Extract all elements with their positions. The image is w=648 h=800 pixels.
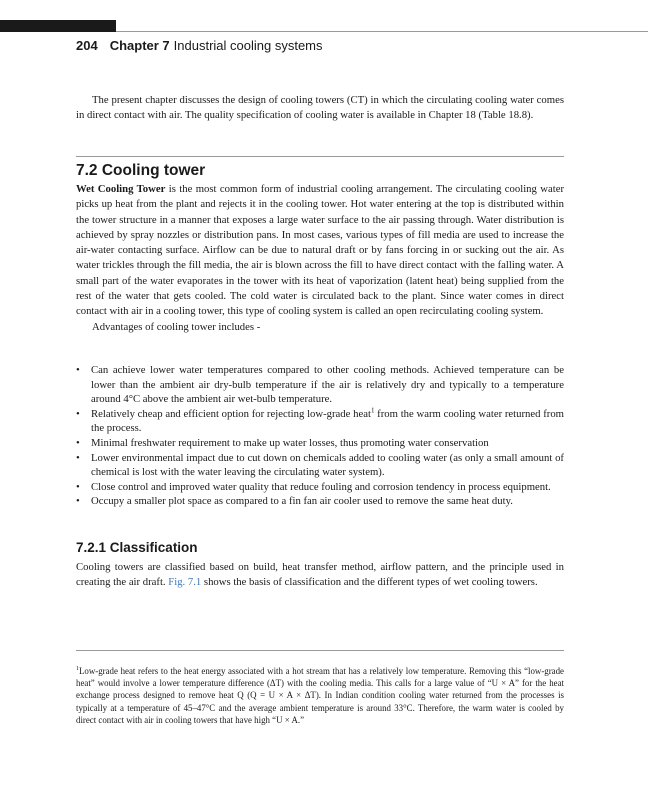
bullet-marker: • xyxy=(76,495,80,508)
intro-block xyxy=(76,93,564,124)
wet-cooling-paragraph xyxy=(76,182,564,320)
advantages-list xyxy=(76,363,564,509)
header-rule xyxy=(116,31,648,32)
list-item xyxy=(76,494,564,509)
list-item xyxy=(76,363,564,407)
section-body xyxy=(76,182,564,335)
list-item-text: Lower environmental impact due to cut down on chemicals added to cooling water (as only a small amount of chemical is lost with the water leaving the circulating water system). xyxy=(91,451,564,479)
bullet-marker: • xyxy=(76,451,80,464)
section-heading: 7.2 Cooling tower xyxy=(76,162,206,179)
footnote xyxy=(76,665,564,726)
footnote-reference[interactable]: 1 xyxy=(370,406,375,415)
subsection-heading: 7.2.1 Classification xyxy=(76,540,198,555)
list-item xyxy=(76,480,564,495)
bullet-marker: • xyxy=(76,480,80,493)
list-item-text-continued: from the warm cooling water returned from the process. xyxy=(91,407,564,435)
list-item xyxy=(76,407,564,436)
chapter-title: Industrial cooling systems xyxy=(173,38,323,53)
list-item-text: Relatively cheap and efficient option for rejecting low-grade heat xyxy=(91,407,371,420)
classification-text: Cooling towers are classified based on build, heat transfer method, airflow pattern, and the principle used in creating the air draft. xyxy=(76,561,564,589)
bullet-marker: • xyxy=(76,407,80,420)
intro-paragraph: The present chapter discusses the design of cooling towers (CT) in which the circulating cooling water comes in direct contact with air. The quality specification of cooling water is available in Chapter 18 (Table 18.8). xyxy=(76,94,564,122)
chapter-label: Chapter 7 xyxy=(109,38,170,53)
classification-text-continued: shows the basis of classification and the different types of wet cooling towers. xyxy=(201,576,538,589)
classification-paragraph xyxy=(76,560,564,591)
list-item-text: Can achieve lower water temperatures compared to other cooling methods. Achieved temperature can be lower than the ambient air dry-bulb temperature if the air is relatively dry and typically to a temperature around 4°C above the ambient air wet-bulb temperature. xyxy=(91,364,564,406)
list-item xyxy=(76,451,564,480)
paragraph-text: is the most common form of industrial cooling arrangement. The circulating cooling water picks up heat from the plant and rejects it in the cooling tower. Hot water entering at the top is distributed within the tower structure in a manner that exposes a large water surface to the air passing through. Water distribution is achieved by spray nozzles or distribution pans. In most cases, various types of fill media are used to increase the air-water contacting surface. Airflow can be due to natural draft or by fans forcing in or sucking out the air. As water trickles through the fill media, the air is blown across the fill to have direct contact with the falling water. A small part of the water evaporates in the tower with its heat of vaporization (latent heat) being supplied from the rest of the water that gets cooled. The cold water is circulated back to the plant. Since water comes in direct contact with air in a cooling tower, this type of cooling system is called an open recirculating cooling system. xyxy=(76,183,564,318)
advantages-intro: Advantages of cooling tower includes - xyxy=(92,320,261,333)
list-item-text: Minimal freshwater requirement to make up water losses, thus promoting water conservation xyxy=(91,436,489,449)
figure-link[interactable]: Fig. 7.1 xyxy=(168,576,202,589)
classification-block xyxy=(76,560,564,591)
section-divider xyxy=(76,156,564,157)
footnote-marker: 1 xyxy=(76,666,79,673)
running-header xyxy=(76,37,323,55)
header-bar xyxy=(0,20,116,32)
lead-term: Wet Cooling Tower xyxy=(76,183,166,195)
page-number: 204 xyxy=(76,38,98,53)
footnote-divider xyxy=(76,650,564,651)
list-item xyxy=(76,436,564,451)
list-item-text: Occupy a smaller plot space as compared to a fin fan air cooler used to remove the same heat duty. xyxy=(91,495,513,508)
bullet-marker: • xyxy=(76,364,80,376)
footnote-text: Low-grade heat refers to the heat energy associated with a hot stream that has a relatively low temperature. Removing this “low-grade heat” would involve a lower temperature difference (ΔT) with the cooling media. This calls for a large value of “U × A” for the heat exchange process designed to remove heat Q (Q = U × A × ΔT). In Indian condition cooling water returned from the processes is typically at a temperature of 45–47°C and the average ambient temperature is around 33°C. Therefore, the warm water is cooled by direct contact with air in cooling towers that have high “U × A.” xyxy=(76,666,564,725)
list-item-text: Close control and improved water quality that reduce fouling and corrosion tendency in process equipment. xyxy=(91,480,551,493)
bullet-marker: • xyxy=(76,436,80,449)
